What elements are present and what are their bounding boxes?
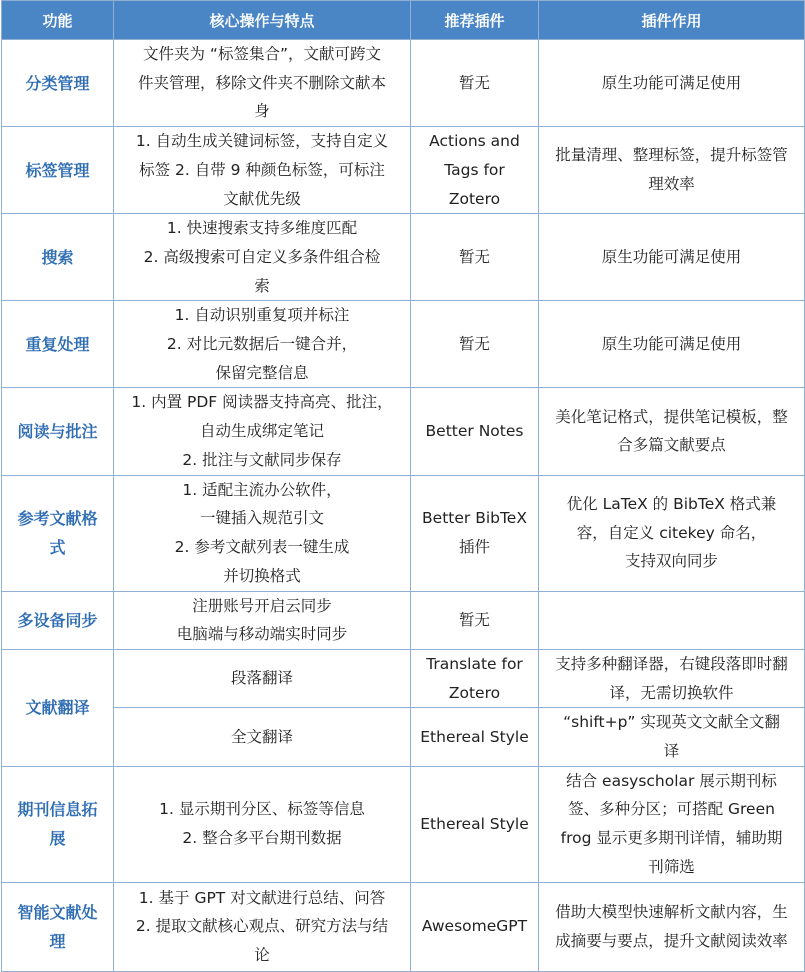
header-effect: 插件作用 <box>539 1 805 40</box>
feature-cell: 标签管理 <box>2 127 114 214</box>
operations-cell: 文件夹为 “标签集合”，文献可跨文 件夹管理，移除文件夹不删除文献本 身 <box>114 40 411 127</box>
feature-cell: 搜索 <box>2 214 114 301</box>
plugin-cell: 暂无 <box>411 214 539 301</box>
operations-cell: 1. 适配主流办公软件， 一键插入规范引文 2. 参考文献列表一键生成 并切换格式 <box>114 475 411 591</box>
plugin-cell: Better BibTeX 插件 <box>411 475 539 591</box>
operations-cell: 段落翻译 <box>114 649 411 707</box>
feature-table <box>1 0 805 972</box>
operations-cell: 注册账号开启云同步 电脑端与移动端实时同步 <box>114 591 411 649</box>
effect-cell: 结合 easyscholar 展示期刊标 签、多种分区；可搭配 Green frog 显示更多期刊详情，辅助期 刊筛选 <box>539 766 805 882</box>
effect-cell: “shift+p” 实现英文文献全文翻 译 <box>539 708 805 766</box>
feature-cell: 分类管理 <box>2 40 114 127</box>
header-plugin: 推荐插件 <box>411 1 539 40</box>
effect-cell: 支持多种翻译器，右键段落即时翻 译，无需切换软件 <box>539 649 805 707</box>
plugin-cell: Better Notes <box>411 388 539 475</box>
table-row <box>2 388 805 475</box>
table-row <box>2 882 805 971</box>
feature-cell: 多设备同步 <box>2 591 114 649</box>
feature-cell: 智能文献处 理 <box>2 882 114 971</box>
operations-cell: 1. 基于 GPT 对文献进行总结、问答 2. 提取文献核心观点、研究方法与结 论 <box>114 882 411 971</box>
table-header-row <box>2 1 805 40</box>
plugin-cell: Ethereal Style <box>411 766 539 882</box>
operations-cell: 全文翻译 <box>114 708 411 766</box>
operations-cell: 1. 自动生成关键词标签，支持自定义 标签 2. 自带 9 种颜色标签，可标注 文献优先级 <box>114 127 411 214</box>
feature-cell: 文献翻译 <box>2 649 114 766</box>
effect-cell: 优化 LaTeX 的 BibTeX 格式兼 容，自定义 citekey 命名， 支持双向同步 <box>539 475 805 591</box>
plugin-cell: 暂无 <box>411 301 539 388</box>
table-row <box>2 40 805 127</box>
plugin-cell: Translate for Zotero <box>411 649 539 707</box>
table-row <box>2 127 805 214</box>
plugin-cell: 暂无 <box>411 591 539 649</box>
table-row <box>2 301 805 388</box>
feature-cell: 参考文献格 式 <box>2 475 114 591</box>
operations-cell: 1. 显示期刊分区、标签等信息 2. 整合多平台期刊数据 <box>114 766 411 882</box>
header-operations: 核心操作与特点 <box>114 1 411 40</box>
effect-cell: 原生功能可满足使用 <box>539 214 805 301</box>
table-row <box>2 766 805 882</box>
operations-cell: 1. 自动识别重复项并标注 2. 对比元数据后一键合并， 保留完整信息 <box>114 301 411 388</box>
header-feature: 功能 <box>2 1 114 40</box>
plugin-cell: Actions and Tags for Zotero <box>411 127 539 214</box>
table-row <box>2 649 805 707</box>
effect-cell: 批量清理、整理标签，提升标签管 理效率 <box>539 127 805 214</box>
effect-cell: 借助大模型快速解析文献内容，生 成摘要与要点，提升文献阅读效率 <box>539 882 805 971</box>
operations-cell: 1. 快速搜索支持多维度匹配 2. 高级搜索可自定义多条件组合检 索 <box>114 214 411 301</box>
effect-cell: 原生功能可满足使用 <box>539 40 805 127</box>
effect-cell: 美化笔记格式，提供笔记模板，整 合多篇文献要点 <box>539 388 805 475</box>
table-row <box>2 475 805 591</box>
table-row <box>2 591 805 649</box>
effect-cell: 原生功能可满足使用 <box>539 301 805 388</box>
plugin-cell: 暂无 <box>411 40 539 127</box>
table-row <box>2 214 805 301</box>
feature-cell: 期刊信息拓 展 <box>2 766 114 882</box>
plugin-cell: Ethereal Style <box>411 708 539 766</box>
table-row <box>2 708 805 766</box>
effect-cell <box>539 591 805 649</box>
plugin-cell: AwesomeGPT <box>411 882 539 971</box>
feature-cell: 阅读与批注 <box>2 388 114 475</box>
feature-cell: 重复处理 <box>2 301 114 388</box>
operations-cell: 1. 内置 PDF 阅读器支持高亮、批注， 自动生成绑定笔记 2. 批注与文献同步保存 <box>114 388 411 475</box>
